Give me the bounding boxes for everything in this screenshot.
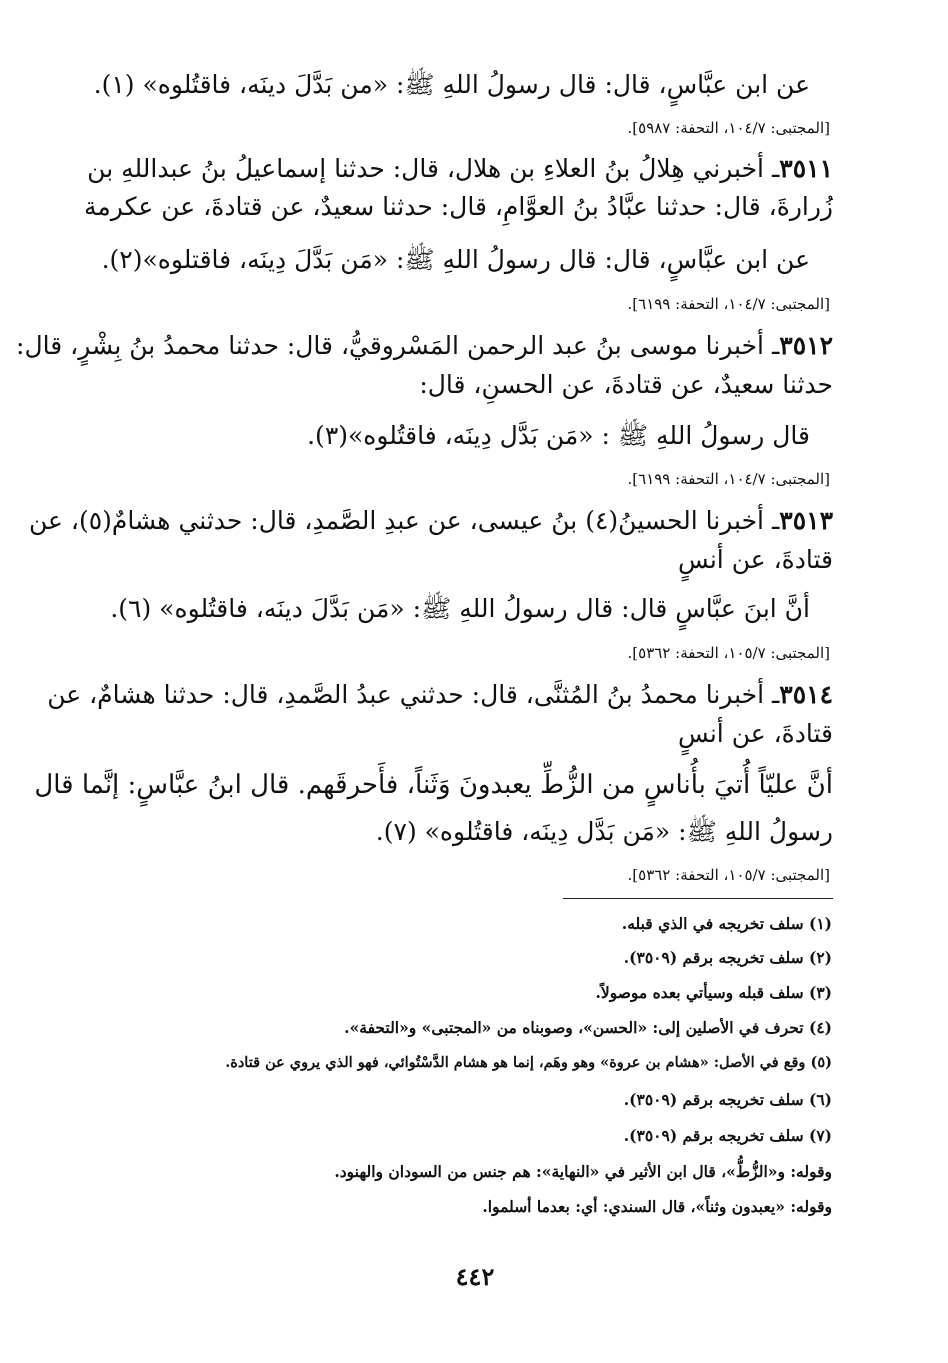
reference-line: [المجتبى: ١٠٤/٧، التحفة: ٦١٩٩]. <box>627 470 830 488</box>
hadith-text: ـ أخبرنا موسى بنُ عبد الرحمن المَسْروقيُّ، قال: حدثنا محمدُ بنُ بِشْرٍ، قال: <box>16 331 780 360</box>
hadith-3511-line-1 <box>87 152 833 186</box>
hadith-3514-line-2: قتادةَ، عن أنسٍ <box>677 719 833 748</box>
footnote-1: (١) سلف تخريجه في الذي قبله. <box>621 914 832 933</box>
hadith-3513-line-3: أنَّ ابنَ عبَّاسٍ قال: قال رسولُ اللهِ ﷺ: «مَن بَدَّلَ دينَه، فاقتُلوه» (٦). <box>110 594 810 623</box>
footnote-8: وقوله: و«الزُّطُّ»، قال ابن الأثير في «النهاية»: هم جنس من السودان والهنود. <box>334 1162 832 1181</box>
hadith-3511-line-2: زُرارةَ، قال: حدثنا عبَّادُ بنُ العوَّامِ، قال: حدثنا سعيدٌ، عن قتادةَ، عن عكرمة <box>84 192 833 221</box>
reference-line: [المجتبى: ١٠٤/٧، التحفة: ٥٩٨٧]. <box>627 119 830 137</box>
reference-line: [المجتبى: ١٠٤/٧، التحفة: ٦١٩٩]. <box>627 295 830 313</box>
footnote-5: (٥) وقع في الأصل: «هشام بن عروة» وهو وهَم، إنما هو هشام الدَّسْتُوائي، فهو الذي يروي عن قتادة. <box>225 1054 832 1071</box>
hadith-3512-line-3: قال رسولُ اللهِ ﷺ : «مَن بَدَّل دِينَه، فاقتُلوه»(٣). <box>307 421 810 450</box>
hadith-number: ٣٥١١ <box>779 154 833 183</box>
footnote-7: (٧) سلف تخريجه برقم (٣٥٠٩). <box>623 1126 832 1145</box>
hadith-text: ـ أخبرنا محمدُ بنُ المُثنَّى، قال: حدثني عبدُ الصَّمدِ، قال: حدثنا هشامٌ، عن <box>47 680 780 709</box>
footnote-3: (٣) سلف قبله وسيأتي بعده موصولاً. <box>595 983 832 1002</box>
hadith-number: ٣٥١٣ <box>779 506 833 535</box>
hadith-3512-line-2: حدثنا سعيدٌ، عن قتادةَ، عن الحسنِ، قال: <box>419 370 833 399</box>
hadith-3513-line-1 <box>29 504 833 538</box>
text-line: عن ابن عبَّاسٍ، قال: قال رسولُ اللهِ ﷺ: «من بَدَّلَ دينَه، فاقتُلوه» (١). <box>93 70 810 99</box>
hadith-3514-line-4: رسولُ اللهِ ﷺ: «مَن بَدَّل دِينَه، فاقتُلوه» (٧). <box>375 817 833 846</box>
hadith-3514-line-3: أنَّ عليّاً أُتيَ بأُناسٍ من الزُّطِّ يعبدونَ وَثَناً، فأَحرقَهم. قال ابنُ عبَّاسٍ: إنَّما قال <box>34 770 833 800</box>
reference-line: [المجتبى: ١٠٥/٧، التحفة: ٥٣٦٢]. <box>627 866 830 884</box>
hadith-3514-line-1 <box>47 678 833 712</box>
hadith-text: ـ أخبرني هِلالُ بنُ العلاءِ بن هلال، قال: حدثنا إسماعيلُ بنُ عبداللهِ بن <box>87 154 780 183</box>
footnote-separator <box>563 898 833 899</box>
hadith-number: ٣٥١٢ <box>779 331 833 360</box>
page-number: ٤٤٢ <box>455 1262 495 1291</box>
reference-line: [المجتبى: ١٠٥/٧، التحفة: ٥٣٦٢]. <box>627 644 830 662</box>
footnote-9: وقوله: «يعبدون وثناً»، قال السندي: أي: بعدما أسلموا. <box>482 1197 832 1216</box>
hadith-text: ـ أخبرنا الحسينُ(٤) بنُ عيسى، عن عبدِ الصَّمدِ، قال: حدثني هشامٌ(٥)، عن <box>29 506 780 535</box>
footnote-4: (٤) تحرف في الأصلين إلى: «الحسن»، وصوبناه من «المجتبى» و«التحفة». <box>344 1018 832 1037</box>
hadith-3511-line-3: عن ابن عبَّاسٍ، قال: قال رسولُ اللهِ ﷺ: «مَن بَدَّلَ دِينَه، فاقتلوه»(٢). <box>101 245 810 274</box>
hadith-3513-line-2: قتادةَ، عن أنسٍ <box>677 545 833 574</box>
hadith-3512-line-1 <box>16 329 833 363</box>
footnote-6: (٦) سلف تخريجه برقم (٣٥٠٩). <box>623 1090 832 1109</box>
hadith-number: ٣٥١٤ <box>779 680 833 709</box>
footnote-2: (٢) سلف تخريجه برقم (٣٥٠٩). <box>623 948 832 967</box>
